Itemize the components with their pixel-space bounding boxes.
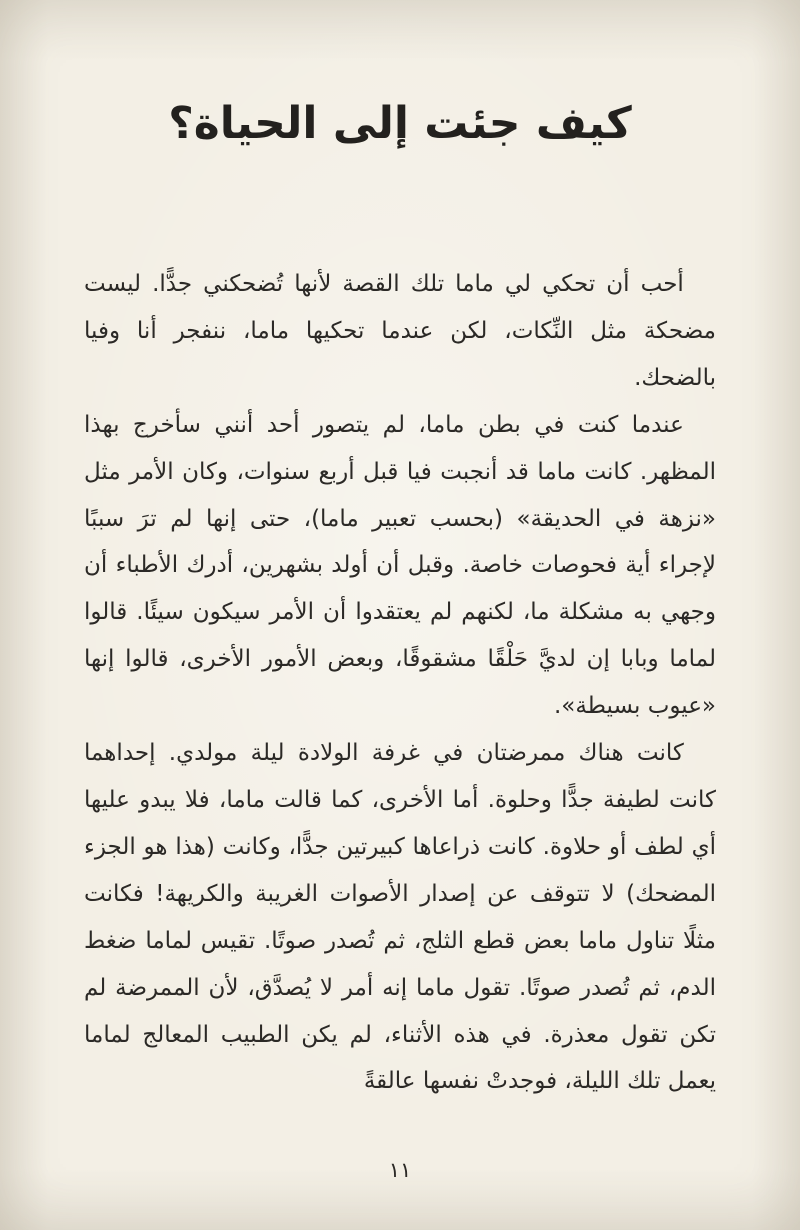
- chapter-title: كيف جئت إلى الحياة؟: [168, 98, 632, 149]
- paragraph: أحب أن تحكي لي ماما تلك القصة لأنها تُضحكني جدًّا. ليست مضحكة مثل النِّكات، لكن عندما تحكيها ماما، ننفجر أنا وفيا بالضحك.: [84, 271, 716, 391]
- paragraph: كانت هناك ممرضتان في غرفة الولادة ليلة مولدي. إحداهما كانت لطيفة جدًّا وحلوة. أما الأخرى، كما قالت ماما، فلا يبدو عليها أي لطف أو حلاوة. كانت ذراعاها كبيرتين جدًّا، وكانت (هذا هو الجزء المضحك) لا تتوقف عن إصدار الأصوات الغريبة والكريهة! فكانت مثلًا تناول ماما بعض قطع الثلج، ثم تُصدر صوتًا. تقيس لماما ضغط الدم، ثم تُصدر صوتًا. تقول ماما إنه أمر لا يُصدَّق، لأن الممرضة لم تكن تقول معذرة. في هذه الأثناء، لم يكن الطبيب المعالج لماما يعمل تلك الليلة، فوجدتْ نفسها عالقةً: [84, 740, 716, 1095]
- body-text: [84, 261, 716, 1105]
- paragraph: عندما كنت في بطن ماما، لم يتصور أحد أنني سأخرج بهذا المظهر. كانت ماما قد أنجبت فيا قبل أربع سنوات، وكان الأمر مثل «نزهة في الحديقة» (بحسب تعبير ماما)، حتى إنها لم ترَ سببًا لإجراء أية فحوصات خاصة. وقبل أن أولد بشهرين، أدرك الأطباء أن وجهي به مشكلة ما، لكنهم لم يعتقدوا أن الأمر سيكون سيئًا. قالوا لماما وبابا إن لديَّ حَلْقًا مشقوقًا، وبعض الأمور الأخرى، قالوا إنها «عيوب بسيطة».: [84, 411, 716, 720]
- page-number: ١١: [388, 1158, 412, 1182]
